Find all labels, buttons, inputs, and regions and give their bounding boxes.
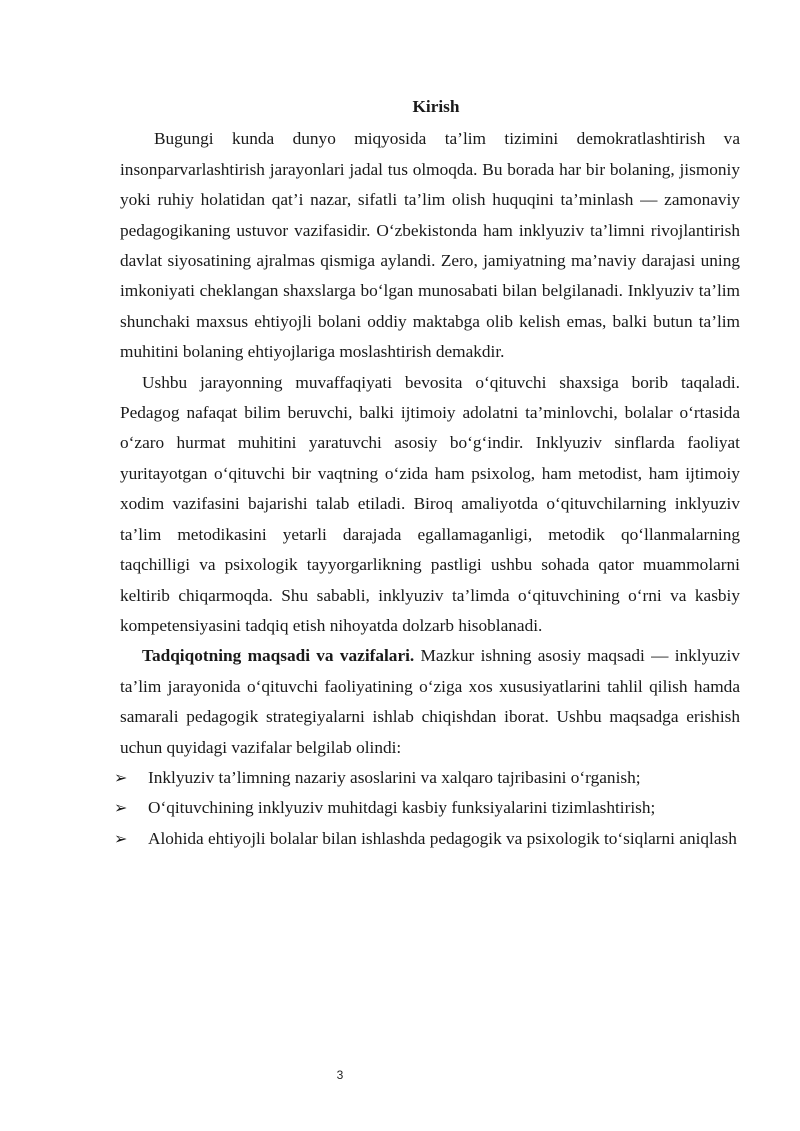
goals-body-text: Mazkur ishning asosiy maqsadi — inklyuziv ta’lim jarayonida o‘qituvchi faoliyatining o‘ziga xos xususiyatlarini tahlil qilish hamda samarali pedagogik strategiyalarni ishlab chiqishdan iborat. Ushbu maqsadga erishish uchun quyidagi vazifalar belgilab olindi: [120,646,740,757]
arrow-bullet-icon: ➢ [114,828,128,848]
task-text: O‘qituvchining inklyuziv muhitdagi kasbiy funksiyalarini tizimlashtirish; [148,798,656,818]
document-body [114,92,740,854]
task-text: Inklyuziv ta’limning nazariy asoslarini va xalqaro tajribasini o‘rganish; [148,767,641,787]
arrow-bullet-icon: ➢ [114,798,128,818]
task-item [114,793,740,823]
task-item [114,824,740,854]
tasks-list [114,763,740,854]
section-heading: Kirish [412,97,460,116]
goals-lead-text: Tadqiqotning maqsadi va vazifalari. [142,646,415,666]
task-text: Alohida ehtiyojli bolalar bilan ishlashda pedagogik va psixologik to‘siqlarni aniqlash [148,828,737,848]
task-item [114,763,740,793]
goals-paragraph [120,641,740,763]
relevance-paragraph: Ushbu jarayonning muvaffaqiyati bevosita o‘qituvchi shaxsiga borib taqaladi. Pedagog nafaqat bilim beruvchi, balki ijtimoiy adolatni ta’minlovchi, bolalar o‘rtasida o‘zaro hurmat muhitini yaratuvchi asosiy bo‘g‘indir. Inklyuziv sinflarda faoliyat yuritayotgan o‘qituvchi bir vaqtning o‘zida ham psixolog, ham metodist, ham ijtimoiy xodim vazifasini bajarishi talab etiladi. Biroq amaliyotda o‘qituvchilarning inklyuziv ta’lim metodikasini yetarli darajada egallamaganligi, metodik qo‘llanmalarning taqchilligi va psixologik tayyorgarlikning pastligi ushbu sohada qator muammolarni keltirib chiqarmoqda. Shu sababli, inklyuziv ta’limda o‘qituvchining o‘rni va kasbiy kompetensiyasini tadqiq etish nihoyatda dolzarb hisoblanadi. [120,372,740,635]
intro-paragraph: Bugungi kunda dunyo miqyosida ta’lim tizimini demokratlashtirish va insonparvarlashtirish jarayonlari jadal tus olmoqda. Bu borada har bir bolaning, jismoniy yoki ruhiy holatidan qat’i nazar, sifatli ta’lim olish huquqini ta’minlash — zamonaviy pedagogikaning ustuvor vazifasidir. O‘zbekistonda ham inklyuziv ta’limni rivojlantirish davlat siyosatining ajralmas qismiga aylandi. Zero, jamiyatning ma’naviy darajasi uning imkoniyati cheklangan shaxslarga bo‘lgan munosabati bilan belgilanadi. Inklyuziv ta’lim shunchaki maxsus ehtiyojli bolani oddiy maktabga olib kelish emas, balki butun ta’lim muhitini bolaning ehtiyojlariga moslashtirish demakdir. [120,129,740,362]
arrow-bullet-icon: ➢ [114,767,128,787]
page-number: 3 [336,1068,344,1082]
